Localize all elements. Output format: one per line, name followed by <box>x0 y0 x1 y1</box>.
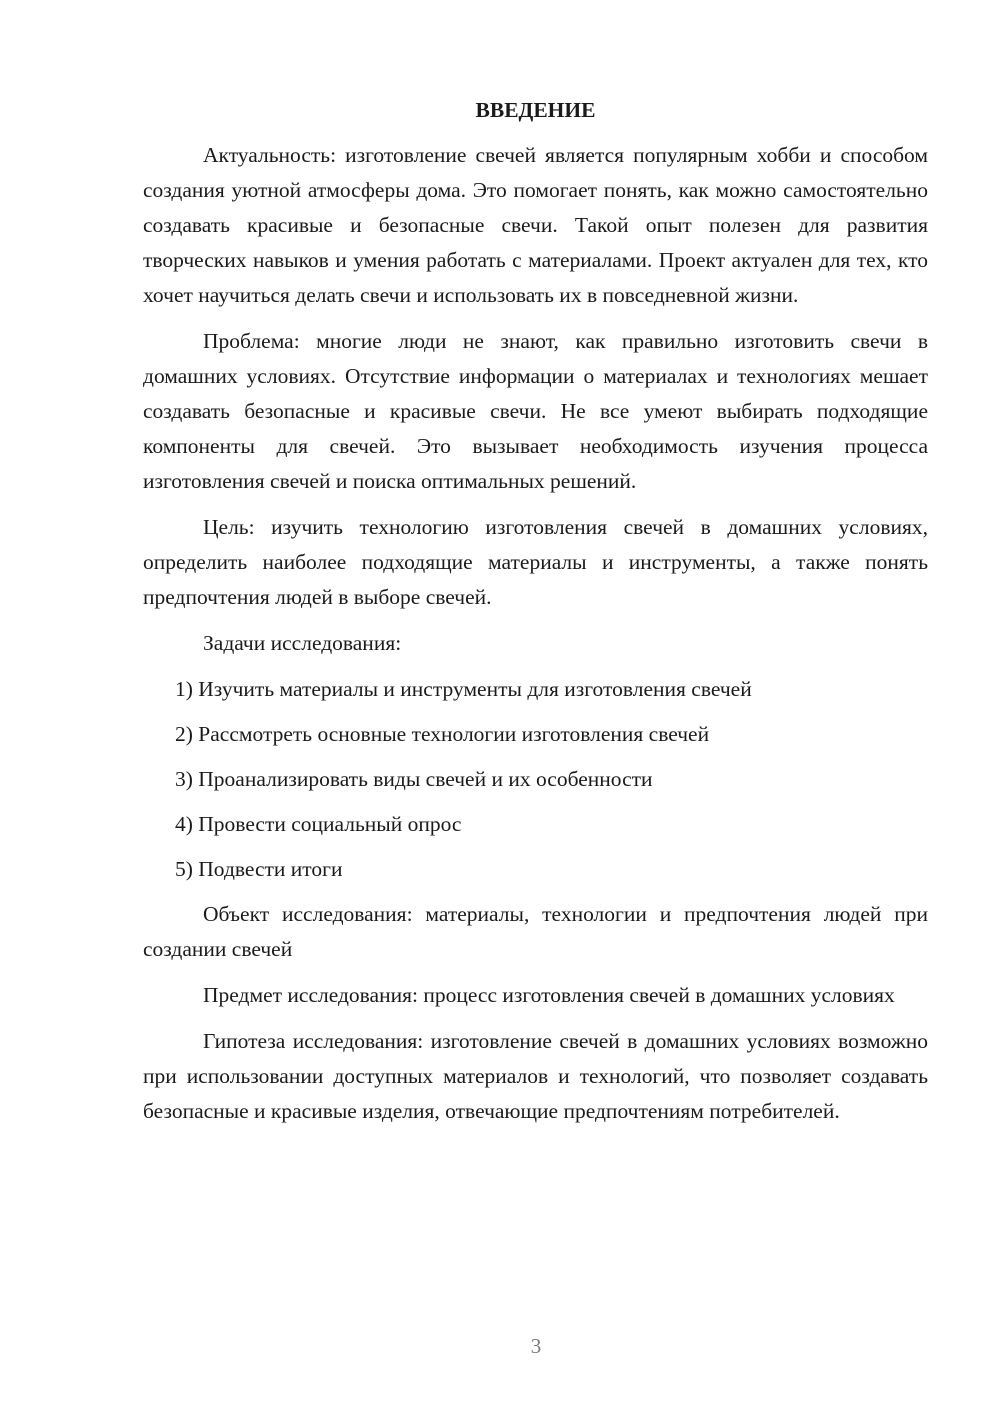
tasks-list <box>143 672 928 887</box>
subject-paragraph: Предмет исследования: процесс изготовления свечей в домашних условиях <box>203 983 895 1007</box>
object-paragraph: Объект исследования: материалы, технологии и предпочтения людей при создании свечей <box>143 902 928 961</box>
task-item: 5) Подвести итоги <box>175 857 343 881</box>
page-title: ВВЕДЕНИЕ <box>475 98 596 122</box>
task-item: 3) Проанализировать виды свечей и их особенности <box>175 767 653 791</box>
problem-paragraph: Проблема: многие люди не знают, как правильно изготовить свечи в домашних условиях. Отсутствие информации о материалах и технологиях мешает создавать безопасные и красивые свечи. Не все умеют выбирать подходящие компоненты для свечей. Это вызывает необходимость изучения процесса изготовления свечей и поиска оптимальных решений. <box>143 329 928 493</box>
document-page <box>143 92 928 1140</box>
relevance-paragraph: Актуальность: изготовление свечей является популярным хобби и способом создания уютной атмосферы дома. Это помогает понять, как можно самостоятельно создавать красивые и безопасные свечи. Такой опыт полезен для развития творческих навыков и умения работать с материалами. Проект актуален для тех, кто хочет научиться делать свечи и использовать их в повседневной жизни. <box>143 143 928 307</box>
task-item: 1) Изучить материалы и инструменты для изготовления свечей <box>175 677 752 701</box>
page-number: 3 <box>530 1334 542 1358</box>
task-item: 4) Провести социальный опрос <box>175 812 462 836</box>
hypothesis-paragraph: Гипотеза исследования: изготовление свечей в домашних условиях возможно при использовании доступных материалов и технологий, что позволяет создавать безопасные и красивые изделия, отвечающие предпочтениям потребителей. <box>143 1029 928 1123</box>
goal-paragraph: Цель: изучить технологию изготовления свечей в домашних условиях, определить наиболее подходящие материалы и инструменты, а также понять предпочтения людей в выборе свечей. <box>143 515 928 609</box>
tasks-heading: Задачи исследования: <box>203 631 402 655</box>
task-item: 2) Рассмотреть основные технологии изготовления свечей <box>175 722 710 746</box>
